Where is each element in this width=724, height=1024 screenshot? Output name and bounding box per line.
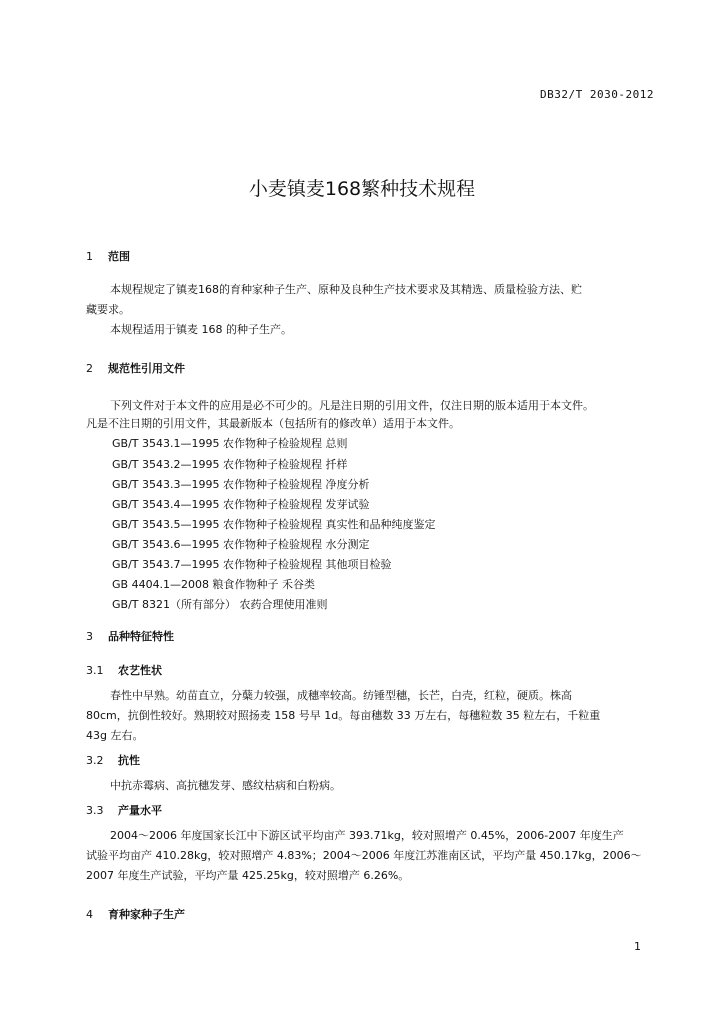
section-number: 2 bbox=[86, 362, 93, 375]
paragraph-line: 43g 左右。 bbox=[86, 729, 144, 742]
subsection-number: 3.2 bbox=[86, 754, 104, 767]
subsection-3-3-heading bbox=[86, 802, 162, 818]
section-3-heading bbox=[86, 628, 174, 644]
subsection-3-1-heading bbox=[86, 662, 162, 678]
paragraph-line: 2004～2006 年度国家长江中下游区试平均亩产 393.71kg，较对照增产 0.45%，2006-2007 年度生产 bbox=[110, 829, 624, 842]
subsection-title: 农艺性状 bbox=[118, 664, 162, 677]
paragraph-line: 本规程规定了镇麦168的育种家种子生产、原种及良种生产技术要求及其精选、质量检验方法、贮 bbox=[110, 283, 582, 296]
paragraph-line: 本规程适用于镇麦 168 的种子生产。 bbox=[110, 323, 292, 336]
paragraph-line: 中抗赤霉病、高抗穗发芽、感纹枯病和白粉病。 bbox=[110, 779, 341, 792]
paragraph-line: 春性中早熟。幼苗直立，分蘖力较强，成穗率较高。纺锤型穗，长芒，白壳，红粒，硬质。株高 bbox=[110, 689, 572, 702]
reference-item: GB/T 3543.3—1995 农作物种子检验规程 净度分析 bbox=[112, 478, 370, 491]
section-number: 3 bbox=[86, 630, 93, 643]
reference-item: GB/T 8321（所有部分） 农药合理使用准则 bbox=[112, 598, 328, 611]
page-number: 1 bbox=[634, 940, 641, 953]
standard-code: DB32/T 2030-2012 bbox=[540, 88, 654, 101]
document-title: 小麦镇麦168繁种技术规程 bbox=[248, 178, 476, 200]
section-2-heading bbox=[86, 360, 185, 376]
paragraph-line: 2007 年度生产试验，平均产量 425.25kg，较对照增产 6.26%。 bbox=[86, 869, 410, 882]
section-title: 育种家种子生产 bbox=[108, 908, 185, 921]
paragraph-line: 凡是不注日期的引用文件，其最新版本（包括所有的修改单）适用于本文件。 bbox=[86, 417, 460, 430]
reference-item: GB/T 3543.6—1995 农作物种子检验规程 水分测定 bbox=[112, 538, 370, 551]
section-number: 1 bbox=[86, 250, 93, 263]
section-4-heading bbox=[86, 906, 185, 922]
reference-item: GB/T 3543.5—1995 农作物种子检验规程 真实性和品种纯度鉴定 bbox=[112, 518, 436, 531]
subsection-number: 3.3 bbox=[86, 804, 104, 817]
reference-item: GB/T 3543.1—1995 农作物种子检验规程 总则 bbox=[112, 437, 348, 450]
section-title: 品种特征特性 bbox=[108, 630, 174, 643]
paragraph-line: 下列文件对于本文件的应用是必不可少的。凡是注日期的引用文件，仅注日期的版本适用于本文件。 bbox=[110, 399, 594, 412]
reference-item: GB/T 3543.4—1995 农作物种子检验规程 发芽试验 bbox=[112, 498, 370, 511]
paragraph-line: 藏要求。 bbox=[86, 303, 130, 316]
subsection-title: 抗性 bbox=[118, 754, 140, 767]
paragraph-line: 试验平均亩产 410.28kg，较对照增产 4.83%；2004～2006 年度江苏淮南区试，平均产量 450.17kg，2006～ bbox=[86, 849, 642, 862]
reference-item: GB 4404.1—2008 粮食作物种子 禾谷类 bbox=[112, 578, 316, 591]
section-number: 4 bbox=[86, 908, 93, 921]
section-1-heading bbox=[86, 248, 130, 264]
paragraph-line: 80cm，抗倒性较好。熟期较对照扬麦 158 号早 1d。每亩穗数 33 万左右，每穗粒数 35 粒左右，千粒重 bbox=[86, 709, 601, 722]
reference-item: GB/T 3543.2—1995 农作物种子检验规程 扦样 bbox=[112, 458, 348, 471]
section-title: 范围 bbox=[108, 250, 130, 263]
section-title: 规范性引用文件 bbox=[108, 362, 185, 375]
subsection-3-2-heading bbox=[86, 752, 140, 768]
subsection-number: 3.1 bbox=[86, 664, 104, 677]
reference-item: GB/T 3543.7—1995 农作物种子检验规程 其他项目检验 bbox=[112, 558, 392, 571]
subsection-title: 产量水平 bbox=[118, 804, 162, 817]
